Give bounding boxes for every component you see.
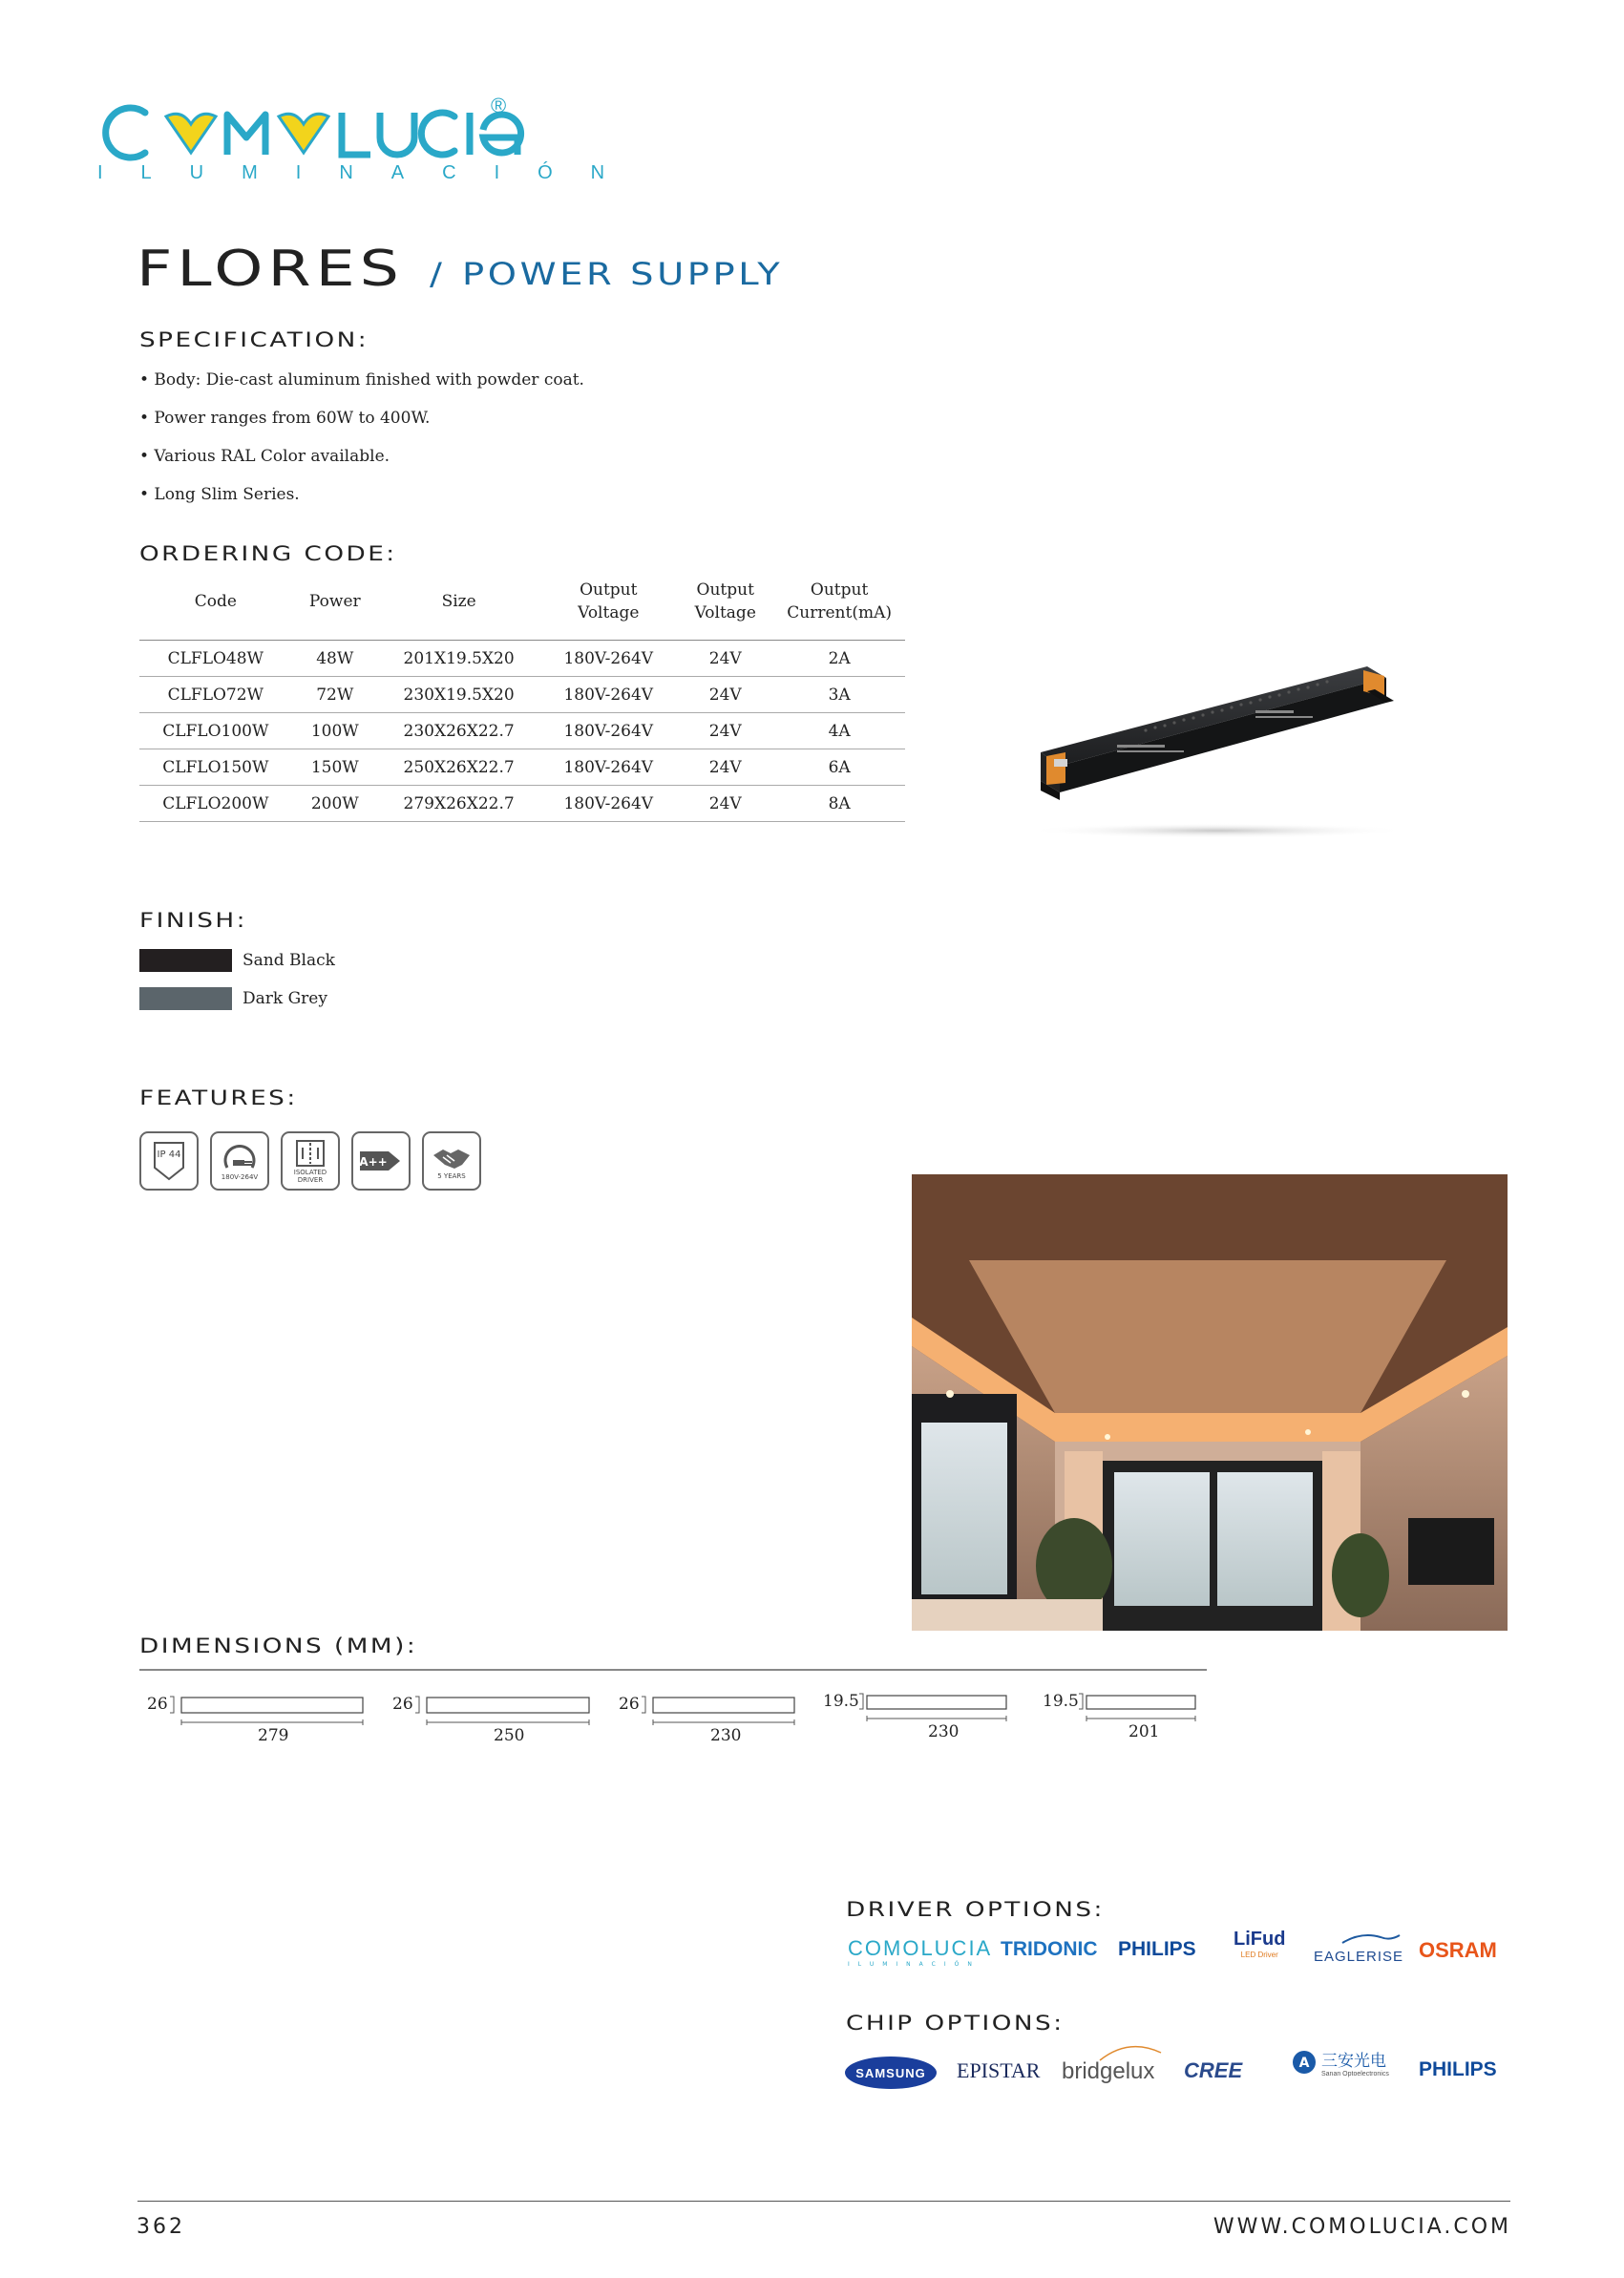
feature-caption: 180V-264V (221, 1173, 259, 1181)
table-cell: 230X19.5X20 (378, 677, 539, 713)
dimensions-divider (139, 1669, 1207, 1671)
spec-bullet: • Power ranges from 60W to 400W. (139, 409, 431, 428)
table-cell: 180V-264V (539, 749, 677, 786)
ordering-heading: ORDERING CODE: (139, 542, 397, 565)
dimension-drawing (392, 1692, 593, 1749)
table-cell: CLFLO200W (139, 786, 292, 822)
column-header: Size (378, 563, 539, 641)
product-image (1012, 649, 1423, 850)
table-row (139, 786, 905, 822)
dimensions-heading: DIMENSIONS (MM): (139, 1635, 418, 1657)
table-cell: 200W (292, 786, 378, 822)
driver-logo-philips: PHILIPS (1118, 1938, 1196, 1960)
table-cell: 3A (773, 677, 905, 713)
dimension-length: 250 (494, 1726, 525, 1745)
features-icons (139, 1131, 481, 1191)
table-cell: 48W (292, 641, 378, 677)
specification-heading: SPECIFICATION: (139, 328, 369, 351)
ip44-icon (139, 1131, 199, 1191)
column-header: Power (292, 563, 378, 641)
driver-logo-eaglerise: EAGLERISE (1314, 1930, 1405, 1965)
chip-logo-epistar: EPISTAR (957, 2058, 1041, 2082)
table-cell: 180V-264V (539, 713, 677, 749)
title-separator: / (430, 256, 446, 292)
dimension-height: 19.5 (1043, 1692, 1079, 1711)
table-cell: CLFLO72W (139, 677, 292, 713)
table-cell: 24V (677, 713, 773, 749)
table-cell: 279X26X22.7 (378, 786, 539, 822)
chip-logo-philips: PHILIPS (1419, 2058, 1497, 2080)
isolated-driver-icon (281, 1131, 340, 1191)
color-swatch (139, 949, 232, 972)
table-cell: 150W (292, 749, 378, 786)
table-cell: CLFLO48W (139, 641, 292, 677)
table-cell: 230X26X22.7 (378, 713, 539, 749)
chip-logo-bridgelux: bridgelux (1062, 2041, 1167, 2085)
table-row (139, 713, 905, 749)
color-swatch (139, 987, 232, 1010)
driver-logo-osram: OSRAM (1419, 1938, 1497, 1962)
driver-logo-tridonic: TRIDONIC (1001, 1938, 1098, 1960)
table-cell: CLFLO100W (139, 713, 292, 749)
dimension-length: 230 (710, 1726, 742, 1745)
finish-label: Dark Grey (243, 989, 327, 1008)
product-category: POWER SUPPLY (462, 256, 784, 292)
dimension-length: 279 (258, 1726, 289, 1745)
living-room-illustration (912, 1174, 1508, 1631)
feature-caption: ISOLATED DRIVER (293, 1169, 327, 1184)
page-number: 362 (137, 2215, 185, 2239)
application-photo (912, 1174, 1508, 1631)
dimension-height: 26 (392, 1695, 413, 1714)
dimension-length: 230 (928, 1722, 960, 1741)
dimension-drawing (619, 1692, 800, 1749)
table-row (139, 677, 905, 713)
specification-list (139, 370, 584, 523)
spec-bullet: • Long Slim Series. (139, 485, 300, 504)
table-cell: 8A (773, 786, 905, 822)
driver-logo-comolucia: COMOLUCIA ILUMINACIÓN (848, 1936, 993, 1968)
dimension-drawing (147, 1692, 367, 1749)
dimension-height: 19.5 (823, 1692, 859, 1711)
product-title: FLORES (137, 241, 404, 298)
dimension-drawing (1043, 1690, 1205, 1747)
finish-label: Sand Black (243, 951, 335, 970)
energy-class-label: A++ (359, 1155, 388, 1169)
features-heading: FEATURES: (139, 1086, 298, 1109)
table-cell: 24V (677, 786, 773, 822)
chip-logo-samsung: SAMSUNG (845, 2057, 937, 2089)
feature-caption: 5 YEARS (437, 1172, 466, 1180)
dimension-drawing (823, 1690, 1014, 1747)
table-cell: 180V-264V (539, 677, 677, 713)
driver-options-heading: DRIVER OPTIONS: (846, 1898, 1105, 1921)
table-cell: 6A (773, 749, 905, 786)
spec-bullet: • Various RAL Color available. (139, 447, 390, 466)
dimension-height: 26 (619, 1695, 640, 1714)
table-cell: 100W (292, 713, 378, 749)
dimension-length: 201 (1128, 1722, 1160, 1741)
brand-logo (95, 94, 643, 191)
dimension-height: 26 (147, 1695, 168, 1714)
table-header-row (139, 563, 905, 641)
table-row (139, 641, 905, 677)
table-cell: 24V (677, 749, 773, 786)
table-cell: 2A (773, 641, 905, 677)
column-header: Code (139, 563, 292, 641)
footer-divider (137, 2201, 1510, 2202)
column-header: Output Voltage (677, 563, 773, 641)
table-cell: 24V (677, 641, 773, 677)
chip-options-heading: CHIP OPTIONS: (846, 2012, 1065, 2035)
energy-class-icon (351, 1131, 411, 1191)
table-cell: CLFLO150W (139, 749, 292, 786)
ip-label: IP 44 (157, 1150, 181, 1160)
sanan-emblem-icon (1291, 2048, 1318, 2077)
table-cell: 180V-264V (539, 786, 677, 822)
website-link[interactable]: WWW.COMOLUCIA.COM (1213, 2215, 1511, 2239)
warranty-handshake-icon (422, 1131, 481, 1191)
table-row (139, 749, 905, 786)
spec-bullet: • Body: Die-cast aluminum finished with powder coat. (139, 370, 584, 390)
voltage-plug-icon (210, 1131, 269, 1191)
table-cell: 24V (677, 677, 773, 713)
finish-swatch-dark-grey (139, 987, 232, 1010)
table-cell: 201X19.5X20 (378, 641, 539, 677)
table-cell: 4A (773, 713, 905, 749)
table-cell: 180V-264V (539, 641, 677, 677)
svg-text:A: A (1298, 2056, 1310, 2071)
ordering-table (139, 563, 905, 822)
table-cell: 250X26X22.7 (378, 749, 539, 786)
finish-swatch-sand-black (139, 949, 232, 972)
chip-logo-cree: CREE (1184, 2058, 1243, 2082)
registered-mark: ® (491, 94, 507, 117)
column-header: Output Current(mA) (773, 563, 905, 641)
chip-logo-sanan: A 三安光电 Sanan Optoelectronics (1291, 2047, 1389, 2078)
table-cell: 72W (292, 677, 378, 713)
power-supply-illustration (1012, 649, 1423, 850)
finish-heading: FINISH: (139, 909, 247, 932)
logo-subtext: ILUMINACIÓN (97, 162, 643, 183)
driver-logo-lifud: LiFud LED Driver (1234, 1929, 1286, 1959)
column-header: Output Voltage (539, 563, 677, 641)
